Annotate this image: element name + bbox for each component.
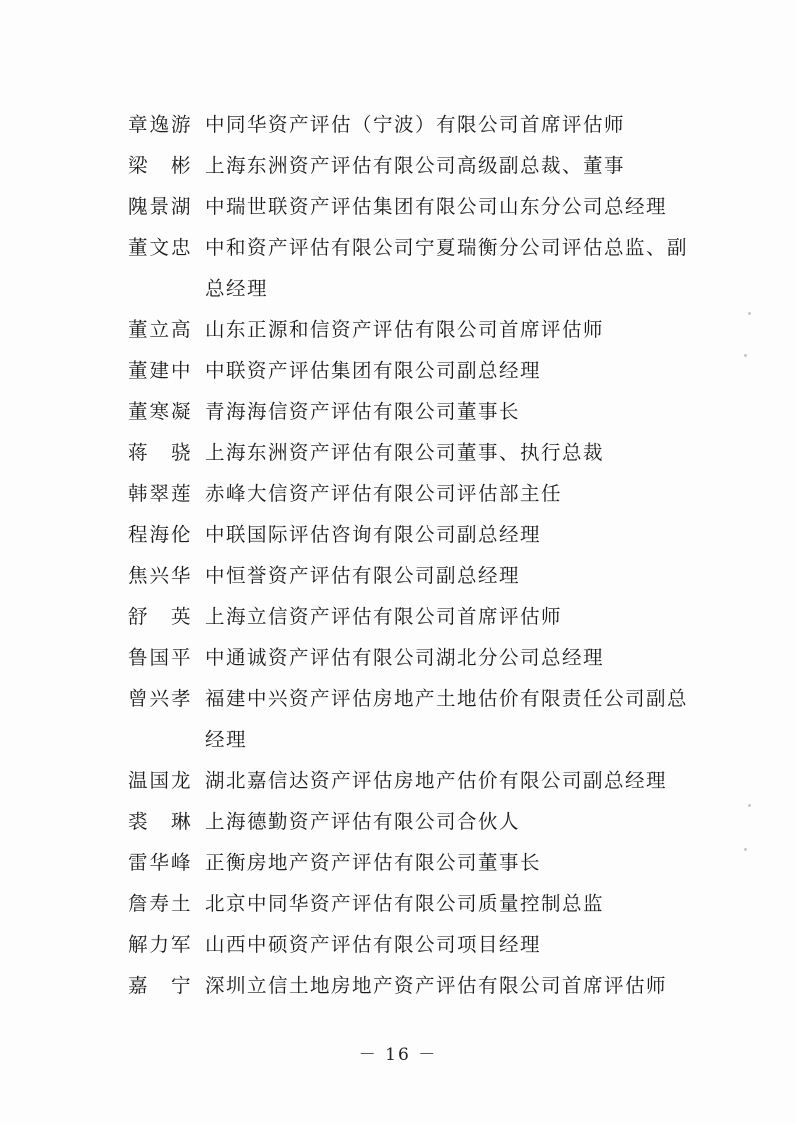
- name-list: [128, 104, 708, 1006]
- list-item: [128, 473, 708, 514]
- organization-title: 中同华资产评估（宁波）有限公司首席评估师: [205, 113, 626, 136]
- list-item: [128, 596, 708, 637]
- list-item: [128, 678, 708, 760]
- organization-title: 中联资产评估集团有限公司副总经理: [205, 359, 542, 382]
- person-name: 梁彬: [128, 154, 192, 177]
- organization-title: 上海东洲资产评估有限公司高级副总裁、董事: [205, 154, 626, 177]
- list-item: [128, 883, 708, 924]
- scan-speck: [748, 312, 751, 315]
- person-name: 裘琳: [128, 810, 192, 833]
- organization-title: 福建中兴资产评估房地产土地估价有限责任公司副总经理: [205, 687, 689, 751]
- organization-title: 中联国际评估咨询有限公司副总经理: [205, 523, 542, 546]
- person-name: 嘉宁: [128, 974, 192, 997]
- organization-title: 中通诚资产评估有限公司湖北分公司总经理: [205, 646, 605, 669]
- organization-title: 湖北嘉信达资产评估房地产估价有限公司副总经理: [205, 769, 668, 792]
- list-item: [128, 924, 708, 965]
- person-name: 董寒凝: [128, 400, 192, 423]
- list-item: [128, 104, 708, 145]
- page-number: － 16 －: [358, 1045, 438, 1065]
- organization-title: 中和资产评估有限公司宁夏瑞衡分公司评估总监、副总经理: [205, 236, 689, 300]
- list-item: [128, 432, 708, 473]
- scan-speck: [744, 354, 747, 357]
- person-name: 舒英: [128, 605, 192, 628]
- list-item: [128, 350, 708, 391]
- scan-speck: [748, 804, 751, 807]
- list-item: [128, 555, 708, 596]
- person-name: 韩翠莲: [128, 482, 192, 505]
- organization-title: 赤峰大信资产评估有限公司评估部主任: [205, 482, 563, 505]
- person-name: 温国龙: [128, 769, 192, 792]
- list-item: [128, 227, 708, 309]
- organization-title: 上海东洲资产评估有限公司董事、执行总裁: [205, 441, 605, 464]
- organization-title: 中瑞世联资产评估集团有限公司山东分公司总经理: [205, 195, 668, 218]
- person-name: 雷华峰: [128, 851, 192, 874]
- person-name: 章逸游: [128, 113, 192, 136]
- person-name: 董文忠: [128, 236, 192, 259]
- scan-speck: [744, 848, 747, 851]
- organization-title: 正衡房地产资产评估有限公司董事长: [205, 851, 542, 874]
- person-name: 董建中: [128, 359, 192, 382]
- list-item: [128, 145, 708, 186]
- organization-title: 中恒誉资产评估有限公司副总经理: [205, 564, 521, 587]
- person-name: 解力军: [128, 933, 192, 956]
- person-name: 董立高: [128, 318, 192, 341]
- list-item: [128, 760, 708, 801]
- list-item: [128, 309, 708, 350]
- list-item: [128, 637, 708, 678]
- list-item: [128, 186, 708, 227]
- person-name: 程海伦: [128, 523, 192, 546]
- person-name: 曾兴孝: [128, 687, 192, 710]
- list-item: [128, 842, 708, 883]
- organization-title: 山东正源和信资产评估有限公司首席评估师: [205, 318, 605, 341]
- organization-title: 北京中同华资产评估有限公司质量控制总监: [205, 892, 605, 915]
- list-item: [128, 391, 708, 432]
- organization-title: 上海德勤资产评估有限公司合伙人: [205, 810, 521, 833]
- list-item: [128, 801, 708, 842]
- organization-title: 青海海信资产评估有限公司董事长: [205, 400, 521, 423]
- organization-title: 深圳立信土地房地产资产评估有限公司首席评估师: [205, 974, 668, 997]
- list-item: [128, 514, 708, 555]
- person-name: 隗景湖: [128, 195, 192, 218]
- person-name: 詹寿土: [128, 892, 192, 915]
- person-name: 鲁国平: [128, 646, 192, 669]
- organization-title: 上海立信资产评估有限公司首席评估师: [205, 605, 563, 628]
- organization-title: 山西中硕资产评估有限公司项目经理: [205, 933, 542, 956]
- person-name: 蒋骁: [128, 441, 192, 464]
- list-item: [128, 965, 708, 1006]
- person-name: 焦兴华: [128, 564, 192, 587]
